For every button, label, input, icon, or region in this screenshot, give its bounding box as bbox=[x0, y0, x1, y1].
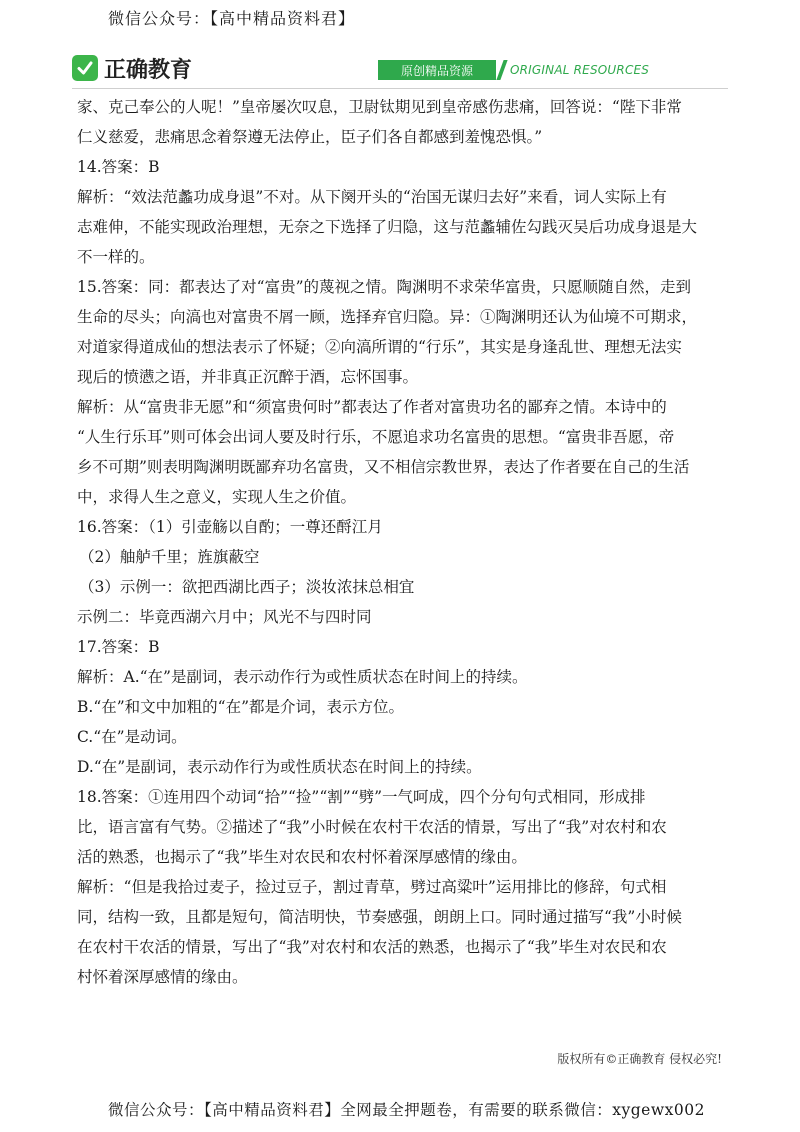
text-line: 生命的尽头；向滈也对富贵不屑一顾，选择弃官归隐。异：①陶渊明还认为仙境不可期求， bbox=[77, 308, 698, 326]
answer-14: 14.答案：B bbox=[77, 158, 160, 176]
copyright-notice: 版权所有©正确教育 侵权必究! bbox=[557, 1052, 722, 1066]
text-line: 仁义慈爱，悲痛思念着祭遵无法停止，臣子们各自都感到羞愧恐惧。” bbox=[77, 128, 543, 146]
text-line: 乡不可期”则表明陶渊明既鄙弃功名富贵，又不相信宗教世界，表达了作者要在自己的生活 bbox=[77, 458, 690, 476]
text-line: 解析：A.“在”是副词，表示动作行为或性质状态在时间上的持续。 bbox=[77, 668, 528, 686]
text-line: C.“在”是动词。 bbox=[77, 728, 187, 746]
text-line: B.“在”和文中加粗的“在”都是介词，表示方位。 bbox=[77, 698, 405, 716]
top-wechat-note: 微信公众号：【高中精品资料君】 bbox=[108, 9, 356, 28]
text-line: 在农村干农活的情景，写出了“我”对农村和农活的熟悉，也揭示了“我”毕生对农民和农 bbox=[77, 938, 667, 956]
original-resources-banner bbox=[378, 60, 649, 80]
text-line: 不一样的。 bbox=[77, 248, 155, 266]
text-line: （2）舳舻千里；旌旗蔽空 bbox=[79, 548, 260, 566]
banner-en-label: ORIGINAL RESOURCES bbox=[510, 63, 650, 77]
brand-logo bbox=[72, 52, 192, 84]
text-line: 解析：“但是我拾过麦子，捡过豆子，割过青草，劈过高粱叶”运用排比的修辞，句式相 bbox=[77, 878, 667, 896]
banner-divider bbox=[496, 60, 507, 80]
text-line: 解析：“效法范蠡功成身退”不对。从下阕开头的“治国无谋归去好”来看，词人实际上有 bbox=[77, 188, 667, 206]
answer-16: 16.答案：（1）引壶觞以自酌；一尊还酹江月 bbox=[77, 518, 383, 536]
text-line: （3）示例一：欲把西湖比西子；淡妆浓抹总相宜 bbox=[79, 578, 415, 596]
header-divider bbox=[72, 88, 728, 89]
banner-cn-label: 原创精品资源 bbox=[378, 60, 496, 80]
text-line: 解析：从“富贵非无愿”和“须富贵何时”都表达了作者对富贵功名的鄙弃之情。本诗中的 bbox=[77, 398, 667, 416]
text-line: 家、克己奉公的人呢！”皇帝屡次叹息，卫尉钛期见到皇帝感伤悲痛，回答说：“陛下非常 bbox=[77, 98, 682, 116]
answer-content bbox=[77, 92, 727, 992]
text-line: 示例二：毕竟西湖六月中；风光不与四时同 bbox=[77, 608, 372, 626]
text-line: 中，求得人生之意义，实现人生之价值。 bbox=[77, 488, 357, 506]
text-line: 志难伸，不能实现政治理想，无奈之下选择了归隐，这与范蠡辅佐勾践灭吴后功成身退是大 bbox=[77, 218, 698, 236]
footer-wechat-note: 微信公众号：【高中精品资料君】全网最全押题卷，有需要的联系微信：xygewx002 bbox=[108, 1101, 705, 1119]
text-line: 同，结构一致，且都是短句，简洁明快，节奏感强，朗朗上口。同时通过描写“我”小时候 bbox=[77, 908, 682, 926]
text-line: D.“在”是副词，表示动作行为或性质状态在时间上的持续。 bbox=[77, 758, 482, 776]
logo-text: 正确教育 bbox=[104, 57, 193, 83]
text-line: 比，语言富有气势。②描述了“我”小时候在农村干农活的情景，写出了“我”对农村和农 bbox=[77, 818, 667, 836]
text-line: 村怀着深厚感情的缘由。 bbox=[77, 968, 248, 986]
text-line: “人生行乐耳”则可体会出词人要及时行乐，不愿追求功名富贵的思想。“富贵非吾愿，帝 bbox=[77, 428, 675, 446]
answer-15: 15.答案：同：都表达了对“富贵”的蔑视之情。陶渊明不求荣华富贵，只愿顺随自然，走到 bbox=[77, 278, 692, 296]
text-line: 对道家得道成仙的想法表示了怀疑；②向滈所谓的“行乐”，其实是身逢乱世、理想无法实 bbox=[77, 338, 682, 356]
answer-18: 18.答案：①连用四个动词“拾”“捡”“割”“劈”一气呵成，四个分句句式相同，形成排 bbox=[77, 788, 646, 806]
check-icon bbox=[72, 55, 98, 81]
text-line: 活的熟悉，也揭示了“我”毕生对农民和农村怀着深厚感情的缘由。 bbox=[77, 848, 527, 866]
text-line: 现后的愤懑之语，并非真正沉醉于酒，忘怀国事。 bbox=[77, 368, 419, 386]
answer-17: 17.答案：B bbox=[77, 638, 160, 656]
